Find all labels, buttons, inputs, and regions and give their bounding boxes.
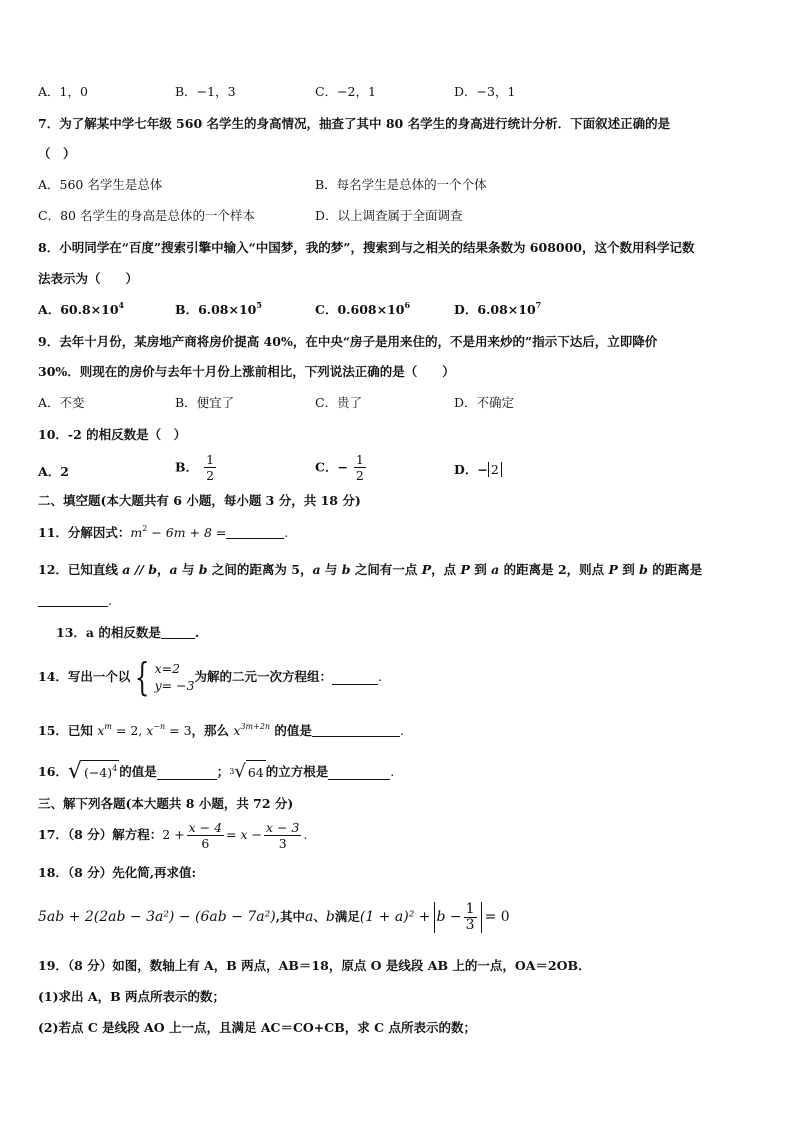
q7-option-b: B．每名学生是总体的一个个体 (315, 177, 487, 192)
q8-line2: 法表示为（ ） (38, 271, 139, 286)
q15: 15．已知 $x^m = 2$, $x^{-n} = 3$，那么 $x^{3m+2n}$ 的值是 . (38, 722, 404, 738)
q9-option-b: B．便宜了 (175, 395, 235, 410)
q8-option-b: B．$6.08\times 10^5$ (175, 300, 262, 317)
q6-option-a: A．1，0 (38, 84, 88, 99)
q9-option-a: A．不变 (38, 395, 85, 410)
section-2-heading: 二、填空题(本大题共有 6 小题，每小题 3 分，共 18 分) (38, 493, 361, 508)
q17: 17．（8 分）解方程： 2 + $\frac{x - 4}{6}$ = x − $\frac{x - 3}{3}$ . (38, 819, 308, 851)
q19-stem: 19．（8 分）如图，数轴上有 A，B 两点，AB＝18，原点 O 是线段 AB 上的一点，OA＝2OB． (38, 958, 591, 973)
q6-option-b: B．−1，3 (175, 84, 236, 99)
q12-line2: . (38, 592, 112, 610)
q14-answer-blank[interactable] (332, 670, 378, 685)
q7-stem: 7．为了解某中学七年级 560 名学生的身高情况，抽查了其中 80 名学生的身高进行统计分析．下面叙述正确的是 (38, 116, 671, 131)
q12-answer-blank[interactable] (38, 592, 108, 607)
q6-option-d: D．−3，1 (454, 84, 516, 99)
q7-paren: （ ） (38, 146, 76, 161)
q13: 13．a 的相反数是 . (56, 625, 200, 640)
q15-answer-blank[interactable] (312, 722, 400, 737)
q18-label: 18．（8 分）先化简,再求值: (38, 865, 197, 880)
q16-answer-blank-1[interactable] (157, 765, 217, 780)
q8-option-a: A．$60.8\times 10^4$ (38, 300, 125, 317)
q11-answer-blank[interactable] (226, 524, 284, 539)
q10-option-d: D．− 2 (454, 461, 502, 479)
q8-option-c: C．$0.608\times 10^6$ (315, 300, 411, 317)
q10-option-c: C．− $\frac{1}{2}$ (315, 452, 364, 483)
q10-stem: 10．-2 的相反数是（ ） (38, 427, 187, 442)
q14: 14．写出一个以 { x=2 y= −3 为解的二元一次方程组： . (38, 655, 383, 699)
q9-option-d: D．不确定 (454, 395, 515, 410)
q12-line1: 12．已知直线 a // b，a 与 b 之间的距离为 5，a 与 b 之间有一点 P，点 P 到 a 的距离是 2，则点 P 到 b 的距离是 (38, 562, 703, 577)
q11: 11．分解因式：$m^2 - 6m + 8$ = . (38, 524, 289, 540)
q7-option-a: A．560 名学生是总体 (38, 177, 163, 192)
q16-sqrt: √ $(-4)^4$ (67, 759, 118, 784)
q10-option-b: B． $\frac{1}{2}$ (175, 452, 215, 483)
q14-brace: { (135, 655, 150, 699)
q7-option-d: D．以上调查属于全面调查 (315, 208, 463, 223)
q8-option-d: D．$6.08\times 10^7$ (454, 300, 542, 317)
q16: 16． √ $(-4)^4$ 的值是 ； 3 √ 64 的立方根是 . (38, 759, 395, 784)
q9-line2: 30%．则现在的房价与去年十月份上涨前相比，下列说法正确的是（ ） (38, 364, 455, 379)
q16-answer-blank-2[interactable] (328, 765, 390, 780)
q13-answer-blank[interactable] (161, 624, 195, 639)
q18-expression: 5ab + 2(2ab − 3a²) − (6ab − 7a²) ,其中 a 、 b 满足 (1 + a)² + b − $\frac{1}{3}$ = 0 (38, 900, 510, 933)
q9-line1: 9．去年十月份，某房地产商将房价提高 40%，在中央“房子是用来住的，不是用来炒的”指示下达后，立即降价 (38, 334, 658, 349)
q14-system: x=2 y= −3 (154, 661, 195, 693)
q7-option-c: C．80 名学生的身高是总体的一个样本 (38, 208, 255, 223)
q6-option-c: C．−2，1 (315, 84, 376, 99)
q18-abs-value: b − $\frac{1}{3}$ (434, 902, 482, 933)
q9-option-c: C．贵了 (315, 395, 363, 410)
section-3-heading: 三、解下列各题(本大题共 8 小题，共 72 分) (38, 796, 294, 811)
q10-option-a: A．2 (38, 464, 69, 479)
q19-part2: (2)若点 C 是线段 AO 上一点，且满足 AC＝CO+CB，求 C 点所表示的数； (38, 1020, 476, 1035)
q16-cbrt: √ 64 (234, 761, 264, 782)
q8-line1: 8．小明同学在“百度”搜索引擎中输入“中国梦，我的梦”，搜索到与之相关的结果条数为 608000，这个数用科学记数 (38, 240, 695, 255)
q19-part1: (1)求出 A，B 两点所表示的数； (38, 989, 225, 1004)
